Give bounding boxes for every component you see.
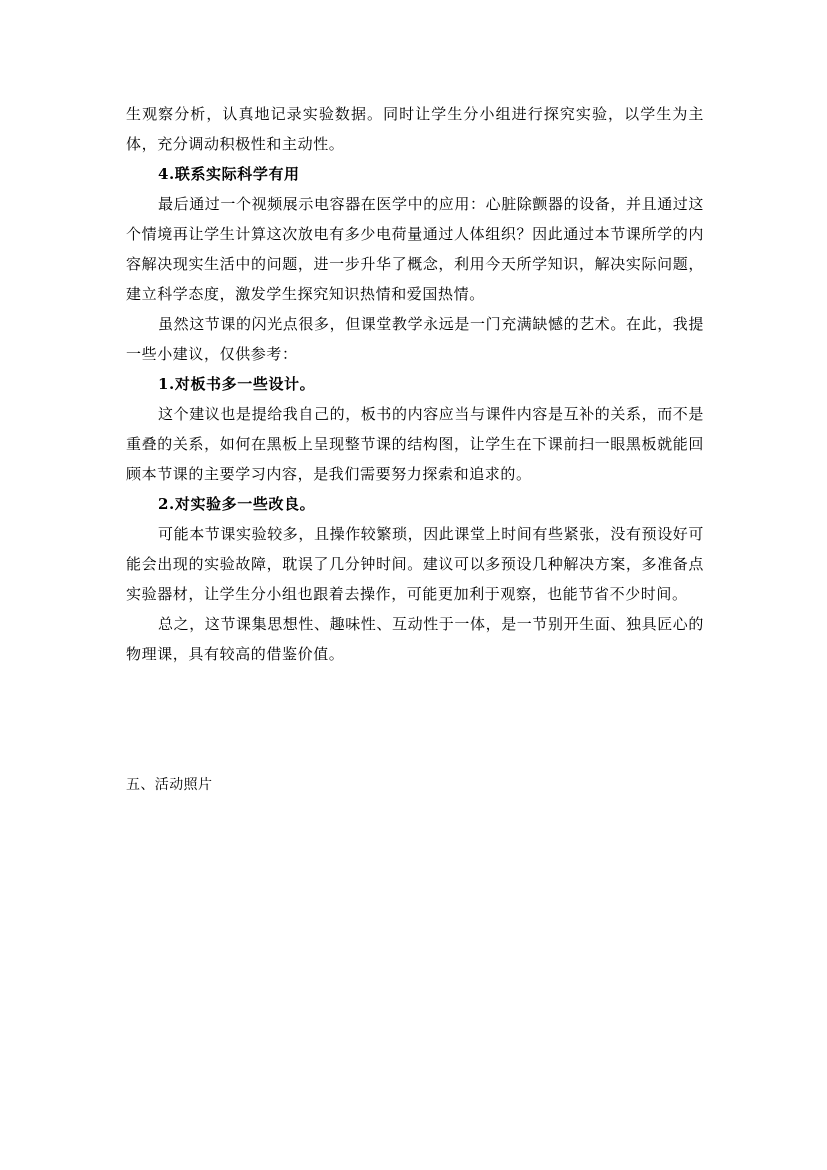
paragraph-experiment: 可能本节课实验较多，且操作较繁琐，因此课堂上时间有些紧张，没有预设好可能会出现的实验故障，耽误了几分钟时间。建议可以多预设几种解决方案，多准备点实验器材，让学生分小组也跟着去操作，可能更加利于观察，也能节省不少时间。 <box>126 525 705 603</box>
paragraph-video-application: 最后通过一个视频展示电容器在医学中的应用：心脏除颤器的设备，并且通过这个情境再让学生计算这次放电有多少电荷量通过人体组织？因此通过本节课所学的内容解决现实生活中的问题，进一步升华了概念，利用今天所学知识，解决实际问题，建立科学态度，激发学生探究知识热情和爱国热情。 <box>126 195 705 303</box>
heading-blackboard-design: 1.对板书多一些设计。 <box>158 375 316 393</box>
heading-connect-reality: 4.联系实际科学有用 <box>158 165 300 183</box>
paragraph-suggestions-intro: 虽然这节课的闪光点很多，但课堂教学永远是一门充满缺憾的艺术。在此，我提一些小建议，仅供参考： <box>126 315 705 363</box>
paragraph-continuation: 生观察分析，认真地记录实验数据。同时让学生分小组进行探究实验，以学生为主体，充分调动积极性和主动性。 <box>126 105 704 153</box>
paragraph-blackboard: 这个建议也是提给我自己的，板书的内容应当与课件内容是互补的关系，而不是重叠的关系，如何在黑板上呈现整节课的结构图，让学生在下课前扫一眼黑板就能回顾本节课的主要学习内容，是我们需要努力探索和追求的。 <box>126 405 705 483</box>
section-title-activity-photos: 五、活动照片 <box>126 777 213 793</box>
paragraph-conclusion: 总之，这节课集思想性、趣味性、互动性于一体，是一节别开生面、独具匠心的物理课，具有较高的借鉴价值。 <box>126 615 705 663</box>
heading-experiment-improvement: 2.对实验多一些改良。 <box>158 495 316 513</box>
document-body <box>126 99 704 669</box>
